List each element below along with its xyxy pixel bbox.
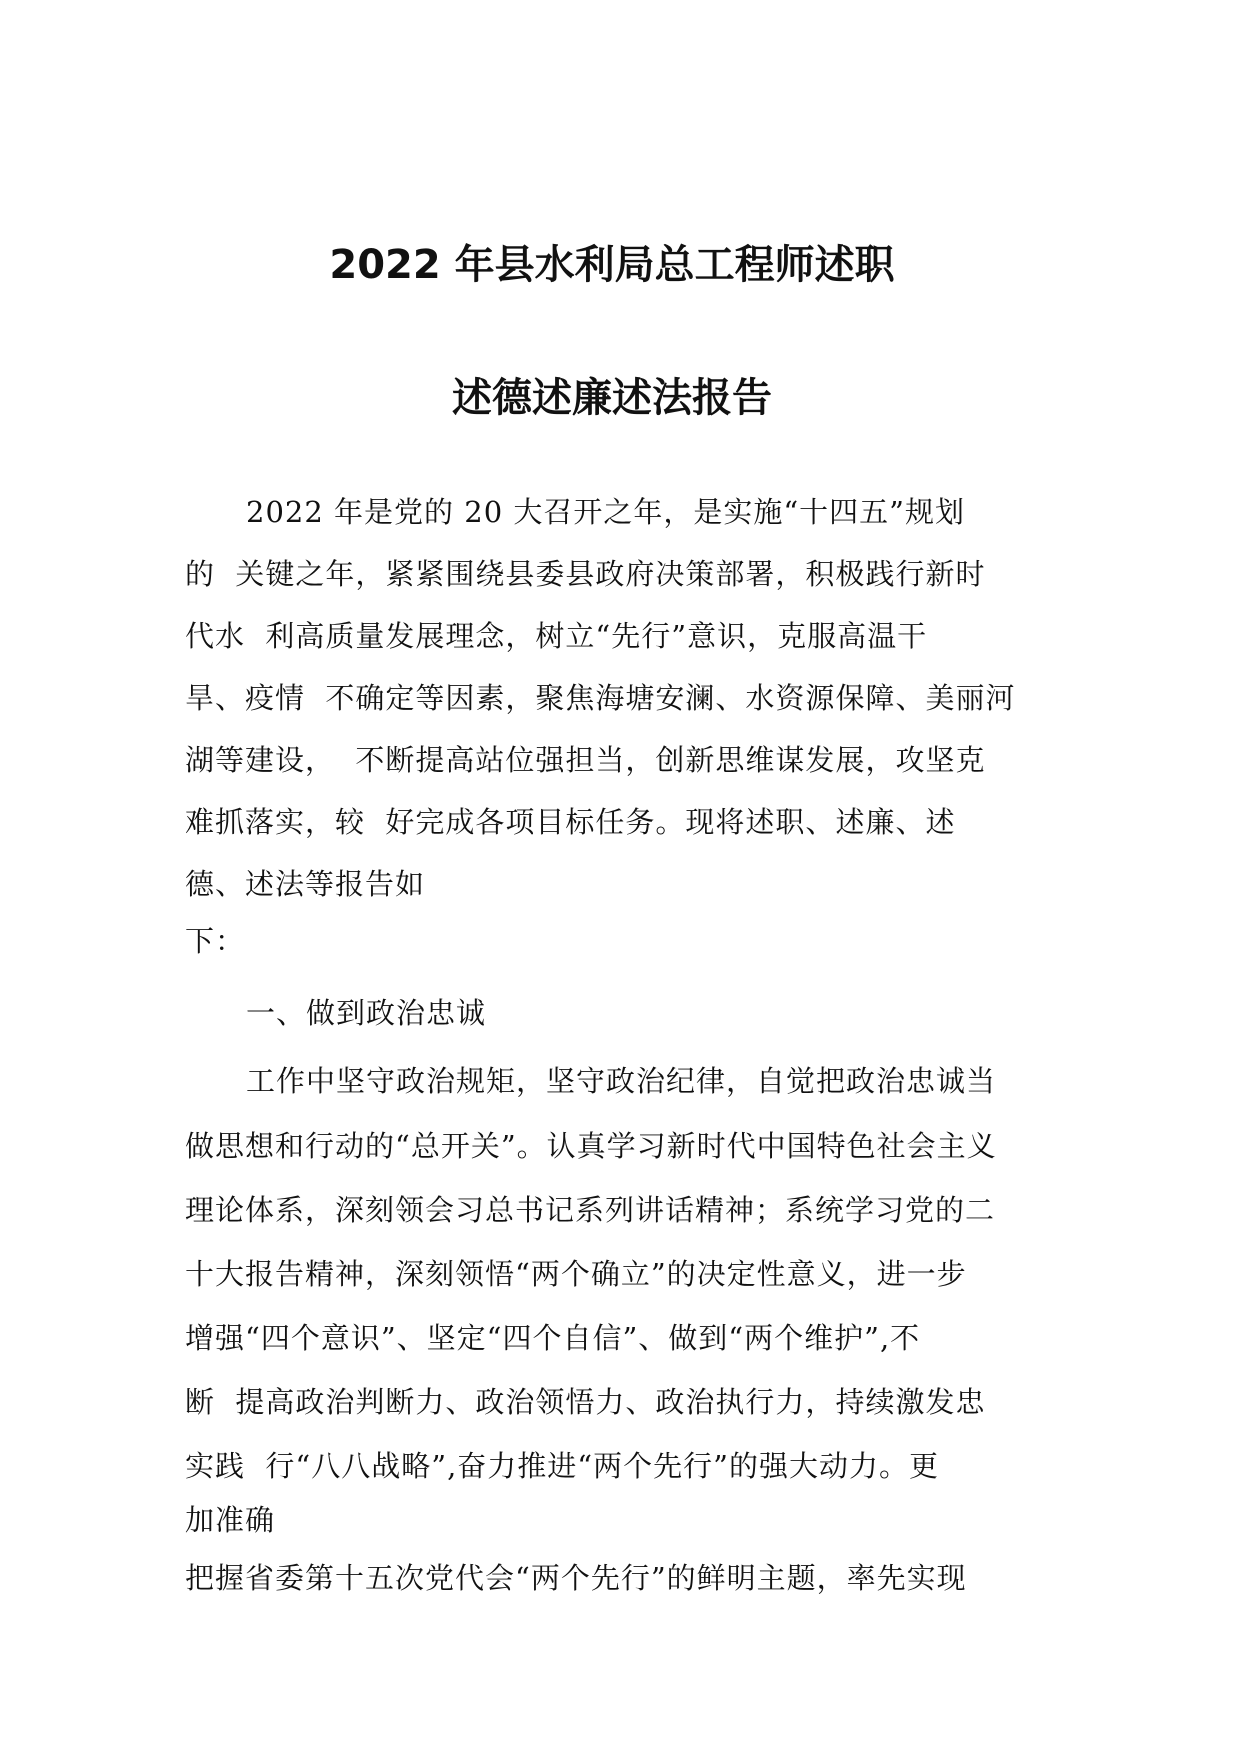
body-text-line: 的 关键之年，紧紧围绕县委县政府决策部署，积极践行新时 [185,557,986,591]
body-text-line: 德、述法等报告如 [185,867,426,901]
body-text-line: 代水 利高质量发展理念，树立“先行”意识，克服高温干 [185,619,928,653]
body-text-line: 增强“四个意识”、坚定“四个自信”、做到“两个维护”,不 [185,1321,921,1355]
body-text-line: 做思想和行动的“总开关”。认真学习新时代中国特色社会主义 [185,1129,997,1163]
body-text-line: 旱、疫情 不确定等因素，聚焦海塘安澜、水资源保障、美丽河 [185,681,1016,715]
body-text-line: 十大报告精神，深刻领悟“两个确立”的决定性意义，进一步 [185,1257,967,1291]
body-text-line: 下： [185,924,246,958]
document-title-line-1: 2022 年县水利局总工程师述职 [329,242,895,288]
body-text-line: 实践 行“八八战略”,奋力推进“两个先行”的强大动力。更 [185,1449,939,1483]
body-text-line: 2022 年是党的 20 大召开之年，是实施“十四五”规划 [246,495,966,529]
body-text-line: 湖等建设， 不断提高站位强担当，创新思维谋发展，攻坚克 [185,743,986,777]
body-text-line: 理论体系，深刻领会习总书记系列讲话精神；系统学习党的二 [185,1193,996,1227]
body-text-line: 断 提高政治判断力、政治领悟力、政治执行力，持续激发忠 [185,1385,986,1419]
body-text-line: 工作中坚守政治规矩，坚守政治纪律，自觉把政治忠诚当 [246,1064,997,1098]
section-heading: 一、做到政治忠诚 [246,996,487,1030]
body-text-line: 加准确 [185,1503,276,1537]
body-text-line: 把握省委第十五次党代会“两个先行”的鲜明主题，率先实现 [185,1561,967,1595]
body-text-line: 难抓落实，较 好完成各项目标任务。现将述职、述廉、述 [185,805,956,839]
document-title-line-2: 述德述廉述法报告 [452,375,772,421]
